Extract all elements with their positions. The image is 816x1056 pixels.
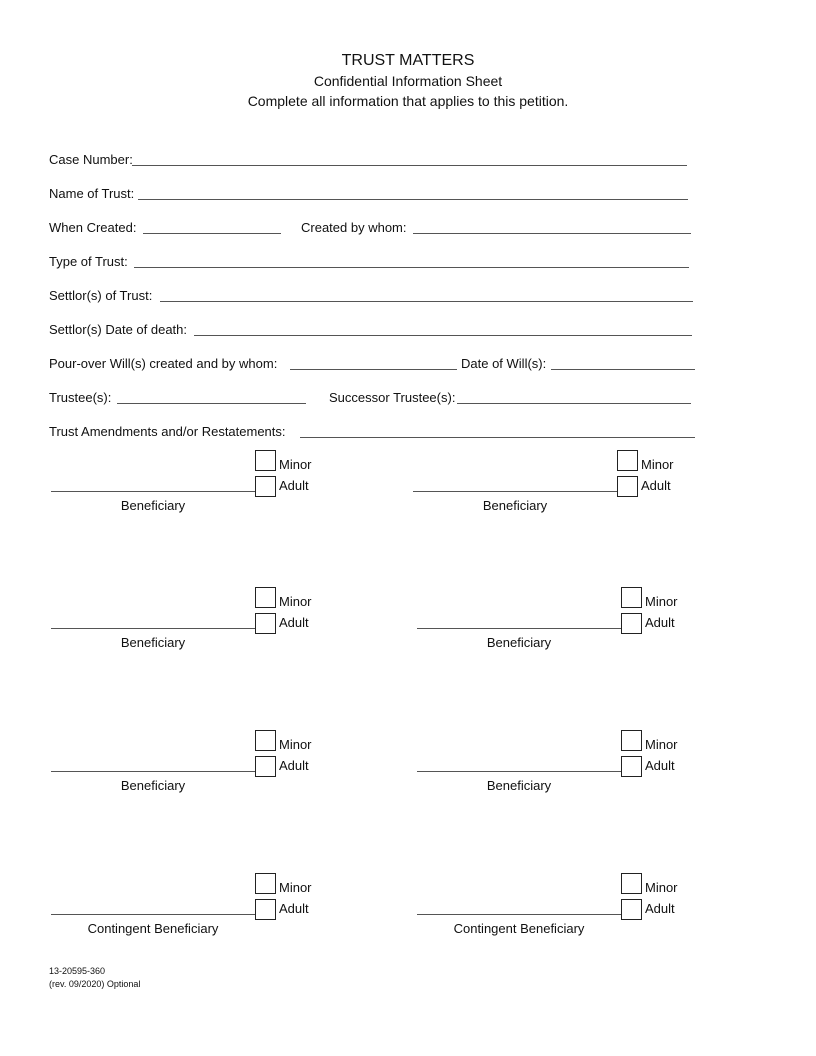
adult-label: Adult — [645, 758, 675, 773]
minor-checkbox[interactable] — [621, 730, 642, 751]
adult-label: Adult — [645, 615, 675, 630]
name-of-trust-field[interactable] — [138, 199, 688, 200]
minor-label: Minor — [641, 457, 674, 472]
adult-checkbox[interactable] — [255, 756, 276, 777]
beneficiary-caption: Contingent Beneficiary — [87, 921, 219, 936]
settlors-field[interactable] — [160, 301, 693, 302]
type-of-trust-field[interactable] — [134, 267, 689, 268]
adult-label: Adult — [279, 758, 309, 773]
beneficiary-name-field[interactable] — [51, 491, 255, 492]
trustees-field[interactable] — [117, 403, 306, 404]
minor-checkbox[interactable] — [621, 873, 642, 894]
minor-checkbox[interactable] — [255, 873, 276, 894]
case-number-field[interactable] — [132, 165, 687, 166]
beneficiary-caption: Beneficiary — [120, 778, 186, 793]
minor-label: Minor — [645, 880, 678, 895]
type-of-trust-label: Type of Trust: — [49, 254, 128, 269]
beneficiary-name-field[interactable] — [51, 914, 255, 915]
adult-label: Adult — [279, 615, 309, 630]
beneficiary-caption: Contingent Beneficiary — [453, 921, 585, 936]
adult-label: Adult — [279, 478, 309, 493]
date-of-wills-field[interactable] — [551, 369, 695, 370]
minor-label: Minor — [645, 594, 678, 609]
settlors-death-label: Settlor(s) Date of death: — [49, 322, 188, 337]
settlors-death-field[interactable] — [194, 335, 692, 336]
beneficiary-name-field[interactable] — [417, 771, 621, 772]
pour-over-field[interactable] — [290, 369, 457, 370]
form-revision: (rev. 09/2020) Optional — [49, 979, 141, 989]
beneficiary-name-field[interactable] — [417, 914, 621, 915]
adult-checkbox[interactable] — [621, 613, 642, 634]
page-subtitle: Confidential Information Sheet — [313, 73, 503, 89]
adult-checkbox[interactable] — [255, 899, 276, 920]
beneficiary-name-field[interactable] — [417, 628, 621, 629]
case-number-label: Case Number: — [49, 152, 133, 167]
form-number: 13-20595-360 — [49, 966, 106, 976]
minor-checkbox[interactable] — [621, 587, 642, 608]
minor-checkbox[interactable] — [617, 450, 638, 471]
successor-trustees-field[interactable] — [457, 403, 691, 404]
minor-checkbox[interactable] — [255, 450, 276, 471]
created-by-label: Created by whom: — [301, 220, 407, 235]
settlors-label: Settlor(s) of Trust: — [49, 288, 153, 303]
page-title: TRUST MATTERS — [341, 52, 475, 69]
adult-label: Adult — [641, 478, 671, 493]
adult-checkbox[interactable] — [617, 476, 638, 497]
amendments-label: Trust Amendments and/or Restatements: — [49, 424, 286, 439]
minor-label: Minor — [279, 737, 312, 752]
pour-over-label: Pour-over Will(s) created and by whom: — [49, 356, 278, 371]
beneficiary-caption: Beneficiary — [120, 635, 186, 650]
when-created-label: When Created: — [49, 220, 137, 235]
name-of-trust-label: Name of Trust: — [49, 186, 135, 201]
instructions: Complete all information that applies to this petition. — [247, 93, 569, 109]
adult-label: Adult — [279, 901, 309, 916]
minor-label: Minor — [279, 457, 312, 472]
trustees-label: Trustee(s): — [49, 390, 112, 405]
beneficiary-name-field[interactable] — [51, 628, 255, 629]
adult-checkbox[interactable] — [621, 756, 642, 777]
beneficiary-name-field[interactable] — [51, 771, 255, 772]
minor-label: Minor — [279, 880, 312, 895]
adult-checkbox[interactable] — [255, 613, 276, 634]
successor-trustees-label: Successor Trustee(s): — [329, 390, 456, 405]
date-of-wills-label: Date of Will(s): — [461, 356, 547, 371]
beneficiary-caption: Beneficiary — [486, 778, 552, 793]
when-created-field[interactable] — [143, 233, 281, 234]
beneficiary-caption: Beneficiary — [486, 635, 552, 650]
amendments-field[interactable] — [300, 437, 695, 438]
beneficiary-caption: Beneficiary — [482, 498, 548, 513]
minor-checkbox[interactable] — [255, 587, 276, 608]
created-by-field[interactable] — [413, 233, 691, 234]
adult-label: Adult — [645, 901, 675, 916]
adult-checkbox[interactable] — [255, 476, 276, 497]
beneficiary-name-field[interactable] — [413, 491, 617, 492]
adult-checkbox[interactable] — [621, 899, 642, 920]
minor-label: Minor — [279, 594, 312, 609]
minor-label: Minor — [645, 737, 678, 752]
beneficiary-caption: Beneficiary — [120, 498, 186, 513]
minor-checkbox[interactable] — [255, 730, 276, 751]
